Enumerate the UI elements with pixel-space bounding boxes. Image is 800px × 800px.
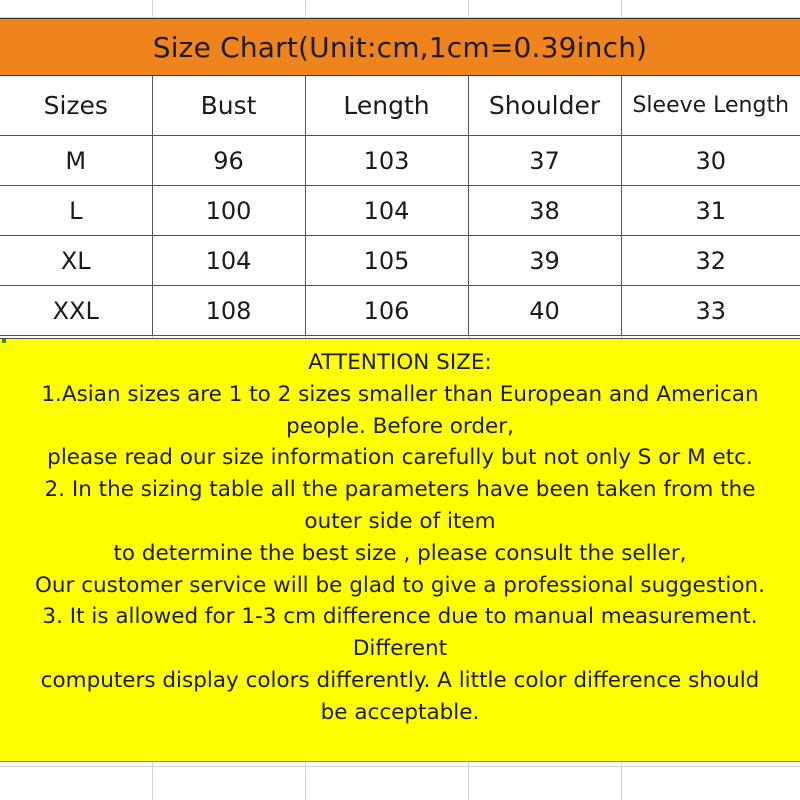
cell-length: 103 xyxy=(305,136,468,186)
column-header-bust: Bust xyxy=(152,76,305,136)
cell-shoulder: 40 xyxy=(468,286,621,336)
cell-sleeve-length: 32 xyxy=(621,236,800,286)
cell-bust: 108 xyxy=(152,286,305,336)
notice-line: 1.Asian sizes are 1 to 2 sizes smaller than European and American xyxy=(41,381,759,407)
notice-line: be acceptable. xyxy=(320,699,480,725)
table-row xyxy=(0,286,800,336)
table-row xyxy=(0,136,800,186)
cell-size: M xyxy=(0,136,152,186)
notice-line: to determine the best size , please consult the seller, xyxy=(113,540,687,566)
column-header-sleeve-length: Sleeve Length xyxy=(621,76,800,136)
notice-line: Our customer service will be glad to give a professional suggestion. xyxy=(35,572,765,598)
cell-length: 104 xyxy=(305,186,468,236)
cell-size: XL xyxy=(0,236,152,286)
notice-heading: ATTENTION SIZE: xyxy=(308,350,492,375)
cell-length: 105 xyxy=(305,236,468,286)
size-chart-title-text: Size Chart(Unit:cm,1cm=0.39inch) xyxy=(152,30,648,64)
table-header-row xyxy=(0,76,800,136)
column-header-length: Length xyxy=(305,76,468,136)
notice-line: computers display colors differently. A little color difference should xyxy=(40,667,760,693)
table-row xyxy=(0,186,800,236)
cell-size: XXL xyxy=(0,286,152,336)
cell-sleeve-length: 30 xyxy=(621,136,800,186)
column-header-shoulder: Shoulder xyxy=(468,76,621,136)
column-header-sizes: Sizes xyxy=(0,76,152,136)
cell-length: 106 xyxy=(305,286,468,336)
notice-line: Different xyxy=(352,636,448,662)
size-chart-title xyxy=(0,18,800,76)
cell-corner-marker xyxy=(2,339,6,343)
notice-line: 2. In the sizing table all the parameters have been taken from the xyxy=(44,477,756,503)
notice-line: please read our size information carefully but not only S or M etc. xyxy=(47,445,753,471)
notice-line: outer side of item xyxy=(304,508,496,534)
cell-bust: 100 xyxy=(152,186,305,236)
cell-shoulder: 38 xyxy=(468,186,621,236)
cell-bust: 104 xyxy=(152,236,305,286)
cell-size: L xyxy=(0,186,152,236)
cell-sleeve-length: 31 xyxy=(621,186,800,236)
cell-bust: 96 xyxy=(152,136,305,186)
table-row xyxy=(0,236,800,286)
size-table xyxy=(0,76,800,336)
cell-sleeve-length: 33 xyxy=(621,286,800,336)
attention-notice xyxy=(0,338,800,762)
cell-shoulder: 39 xyxy=(468,236,621,286)
notice-line: people. Before order, xyxy=(286,413,514,439)
notice-line: 3. It is allowed for 1-3 cm difference due to manual measurement. xyxy=(42,604,758,630)
cell-shoulder: 37 xyxy=(468,136,621,186)
